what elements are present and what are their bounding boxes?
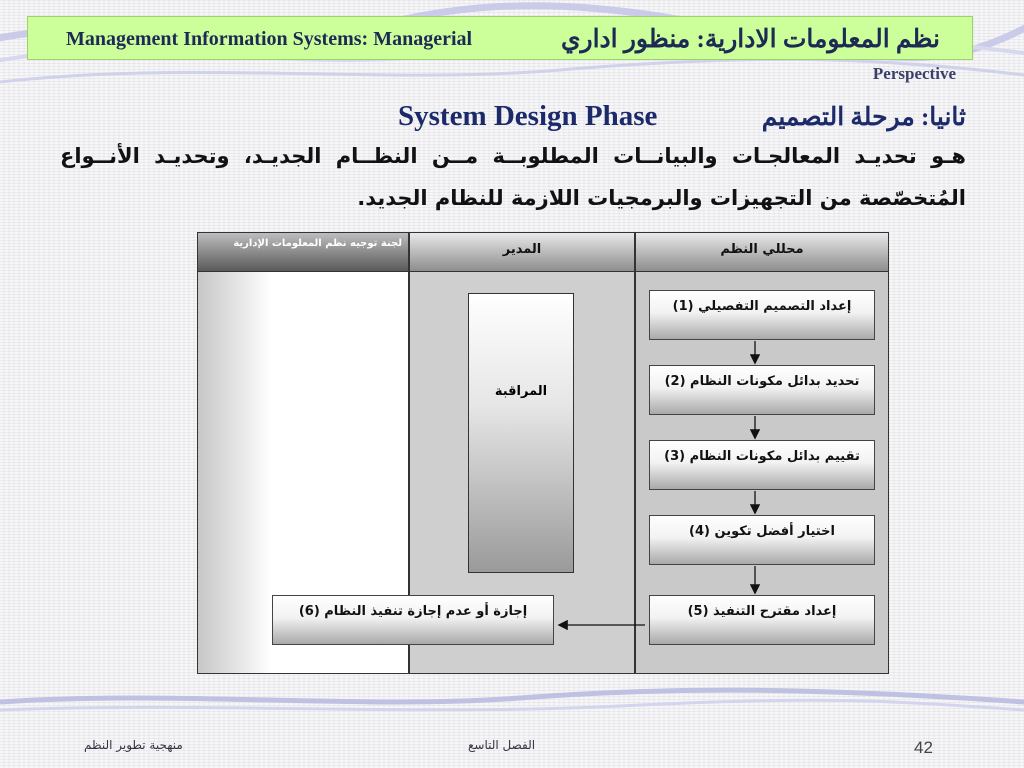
footer-course-title: منهجية تطوير النظم <box>84 738 183 752</box>
bottom-swirl-decoration <box>0 680 1024 730</box>
slide-title-english: Management Information Systems: Managerial <box>66 28 473 50</box>
slide-title-arabic: نظم المعلومات الادارية: منظور اداري <box>560 26 940 53</box>
step-1-box: إعداد التصميم التفصيلي (1) <box>649 290 875 340</box>
steering-committee-header: لجنة توجيه نظم المعلومات الإدارية <box>198 233 408 272</box>
body-text-line-1: هـو تحديـد المعالجـات والبيانــات المطلوبــة مــن النظــام الجديـد، وتحديـد الأنــواع <box>60 144 966 168</box>
section-title-arabic: ثانيا: مرحلة التصميم <box>761 104 966 131</box>
step-5-box: إعداد مقترح التنفيذ (5) <box>649 595 875 645</box>
step-6-box: إجازة أو عدم إجازة تنفيذ النظام (6) <box>272 595 554 645</box>
monitoring-box <box>468 293 574 573</box>
section-title-english: System Design Phase <box>398 100 658 132</box>
slide-title-english-continued: Perspective <box>872 64 956 83</box>
step-2-box: تحديد بدائل مكونات النظام (2) <box>649 365 875 415</box>
systems-analysts-header: محللي النظم <box>636 233 888 272</box>
step-4-box: اختيار أفضل تكوين (4) <box>649 515 875 565</box>
body-text-line-2: المُتخصّصة من التجهيزات والبرمجيات اللازمة للنظام الجديد. <box>357 186 966 210</box>
footer-chapter: الفصل التاسع <box>468 738 536 752</box>
monitoring-label: المراقبة <box>494 384 548 399</box>
step-3-box: تقييم بدائل مكونات النظام (3) <box>649 440 875 490</box>
manager-header: المدير <box>410 233 634 272</box>
page-number: 42 <box>914 738 933 757</box>
